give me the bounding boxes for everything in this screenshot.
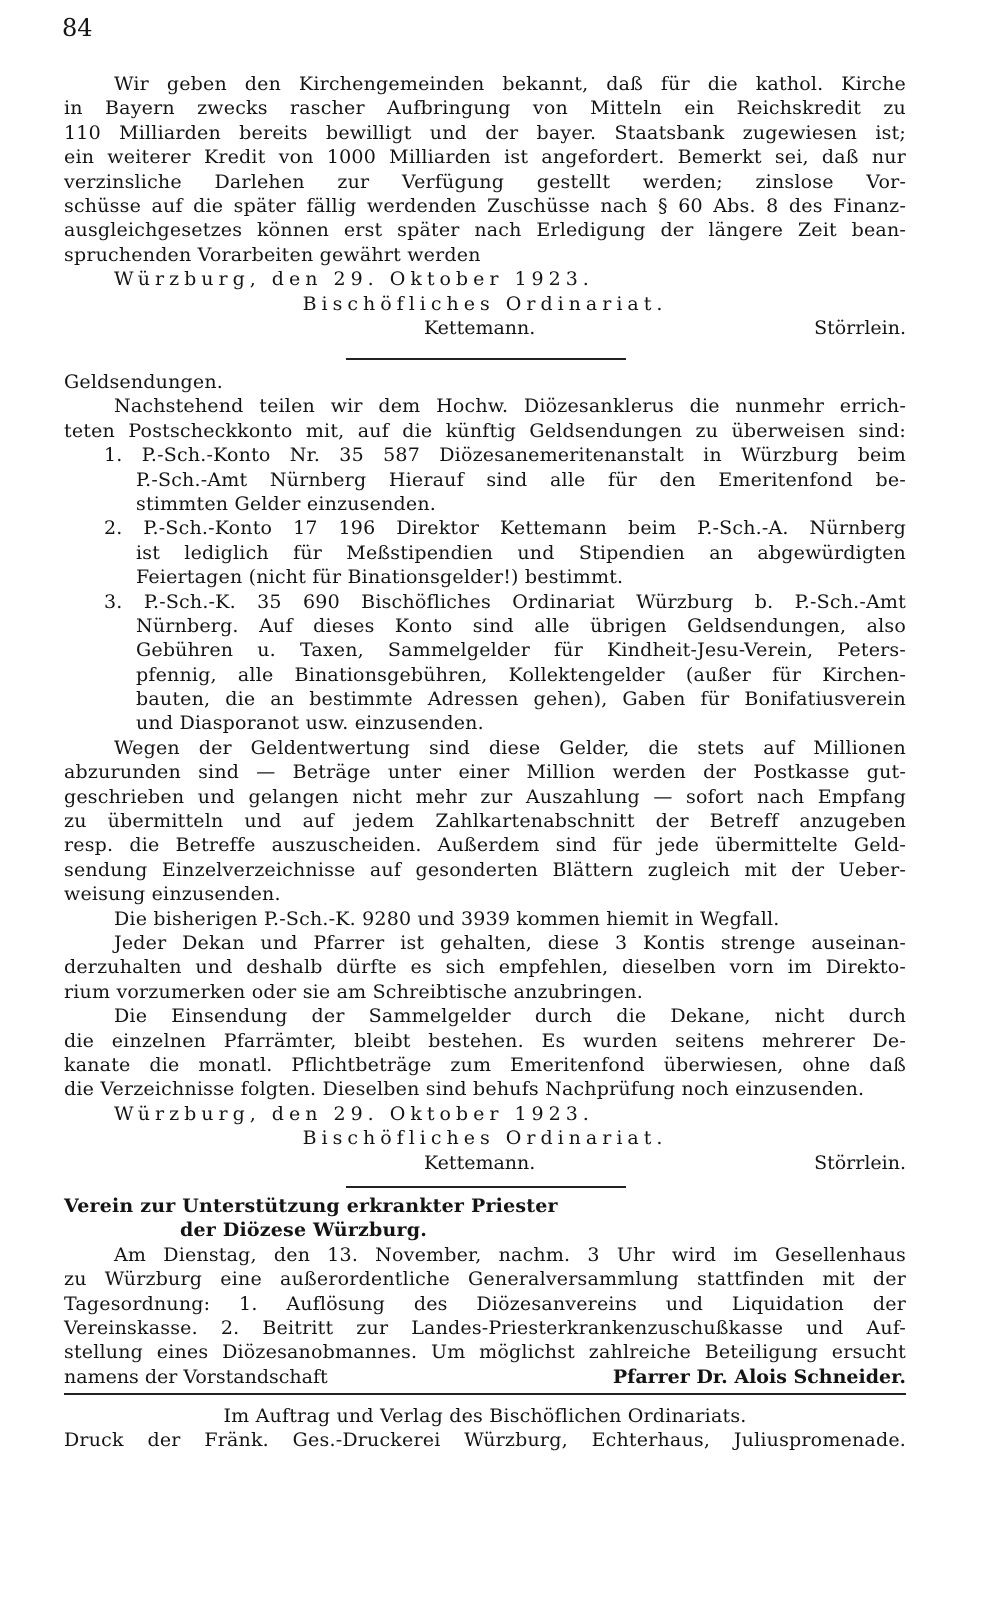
list-item-line: bauten, die an bestimmte Adressen gehen), Gaben für Bonifatiusverein [136, 688, 906, 711]
footer-publisher: Im Auftrag und Verlag des Bischöflichen Ordinariats. [223, 1405, 747, 1427]
section-heading-line2: der Diözese Würzburg. [180, 1219, 428, 1242]
paragraph-line: zu übermitteln und auf jedem Zahlkartenabschnitt der Betreff anzugeben [64, 810, 906, 833]
footer-printer: Druck der Fränk. Ges.-Druckerei Würzburg, Echterhaus, Juliuspromenade. [64, 1429, 906, 1452]
list-item: 2. P.-Sch.-Konto 17 196 Direktor Kettemann beim P.-Sch.-A. Nürnberg [104, 517, 906, 540]
paragraph-line: schüsse auf die später fällig werdenden Zuschüsse nach § 60 Abs. 8 des Finanz- [64, 194, 906, 217]
list-item: 3. P.-Sch.-K. 35 690 Bischöfliches Ordinariat Würzburg b. P.-Sch.-Amt [104, 590, 906, 613]
paragraph-line: geschrieben und gelangen nicht mehr zur Auszahlung — sofort nach Empfang [64, 785, 906, 808]
section-geldsendungen [64, 370, 906, 1175]
page-number: 84 [62, 14, 93, 42]
section-heading: Geldsendungen. [64, 371, 224, 393]
signer-kettemann: Kettemann. [424, 316, 536, 339]
paragraph-line: in Bayern zwecks rascher Aufbringung von Mitteln ein Reichskredit zu [64, 97, 906, 120]
closing-text: namens der Vorstandschaft [64, 1365, 328, 1388]
paragraph-line: Die Einsendung der Sammelgelder durch die Dekane, nicht durch [114, 1005, 906, 1028]
paragraph-line: 110 Milliarden bereits bewilligt und der bayer. Staatsbank zugewiesen ist; [64, 121, 906, 144]
signer-stoerrlein: Störrlein. [814, 316, 906, 339]
paragraph-line: Tagesordnung: 1. Auflösung des Diözesanvereins und Liquidation der [64, 1292, 906, 1315]
ordinariat-signature: Bischöfliches Ordinariat. [302, 1127, 668, 1150]
paragraph-line: die einzelnen Pfarrämter, bleibt bestehen. Es wurden seitens mehrerer De- [64, 1029, 906, 1052]
paragraph-line: derzuhalten und deshalb dürfte es sich empfehlen, dieselben vorn im Direkto- [64, 956, 906, 979]
paragraph-line: ein weiterer Kredit von 1000 Milliarden ist angefordert. Bemerkt sei, daß nur [64, 146, 906, 169]
section-reichskredit [64, 72, 906, 340]
paragraph-line: kanate die monatl. Pflichtbeträge zum Emeritenfond überwiesen, ohne daß [64, 1053, 906, 1076]
paragraph-line: Am Dienstag, den 13. November, nachm. 3 Uhr wird im Gesellenhaus [114, 1243, 906, 1266]
list-item-line: Gebühren u. Taxen, Sammelgelder für Kindheit-Jesu-Verein, Peters- [136, 639, 906, 662]
dateline: Würzburg, den 29. Oktober 1923. [114, 268, 594, 291]
list-item-line: P.-Sch.-Amt Nürnberg Hierauf sind alle für den Emeritenfond be- [136, 468, 906, 491]
paragraph-line: sendung Einzelverzeichnisse auf gesonderten Blättern zugleich mit der Ueber- [64, 858, 906, 881]
signers-row [64, 1151, 906, 1175]
signers-row [64, 316, 906, 340]
paragraph-line: Nachstehend teilen wir dem Hochw. Diözesanklerus die nunmehr errich- [114, 395, 906, 418]
paragraph-line: spruchenden Vorarbeiten gewährt werden [64, 243, 481, 266]
paragraph-line: Die bisherigen P.-Sch.-K. 9280 und 3939 kommen hiemit in Wegfall. [114, 907, 780, 930]
divider [346, 1186, 626, 1188]
paragraph-line: zu Würzburg eine außerordentliche Generalversammlung stattfinden mit der [64, 1268, 906, 1291]
section-verein [64, 1194, 906, 1389]
list-item-line: Nürnberg. Auf dieses Konto sind alle übrigen Geldsendungen, also [136, 614, 906, 637]
paragraph-line: resp. die Betreffe auszuscheiden. Außerdem sind für jede übermittelte Geld- [64, 834, 906, 857]
paragraph-line: verzinsliche Darlehen zur Verfügung gestellt werden; zinslose Vor- [64, 170, 906, 193]
paragraph-line: Vereinskasse. 2. Beitritt zur Landes-Priesterkrankenzuschußkasse und Auf- [64, 1316, 906, 1339]
list-item-line: ist lediglich für Meßstipendien und Stipendien an abgewürdigten [136, 541, 906, 564]
list-item: 1. P.-Sch.-Konto Nr. 35 587 Diözesanemeritenanstalt in Würzburg beim [104, 444, 906, 467]
list-item-line: und Diasporanot usw. einzusenden. [136, 712, 484, 735]
dateline: Würzburg, den 29. Oktober 1923. [114, 1102, 594, 1125]
paragraph-line: die Verzeichnisse folgten. Dieselben sind behufs Nachprüfung noch einzusenden. [64, 1078, 865, 1101]
paragraph-line: teten Postscheckkonto mit, auf die künftig Geldsendungen zu überweisen sind: [64, 419, 906, 442]
paragraph-line: Wir geben den Kirchengemeinden bekannt, daß für die kathol. Kirche [114, 73, 906, 95]
footer-divider [64, 1393, 906, 1395]
signer-stoerrlein: Störrlein. [814, 1151, 906, 1174]
divider [346, 358, 626, 360]
section-heading: Verein zur Unterstützung erkrankter Priester [64, 1195, 558, 1217]
list-item-line: stimmten Gelder einzusenden. [136, 492, 436, 515]
ordinariat-signature: Bischöfliches Ordinariat. [302, 292, 668, 315]
paragraph-line: Jeder Dekan und Pfarrer ist gehalten, diese 3 Kontis strenge auseinan- [114, 931, 906, 954]
list-item-line: pfennig, alle Binationsgebühren, Kollektengelder (außer für Kirchen- [136, 663, 906, 686]
paragraph-line: rium vorzumerken oder sie am Schreibtische anzubringen. [64, 980, 643, 1003]
paragraph-line: abzurunden sind — Beträge unter einer Million werden der Postkasse gut- [64, 761, 906, 784]
list-item-line: Feiertagen (nicht für Binationsgelder!) bestimmt. [136, 566, 624, 589]
footer [64, 1404, 906, 1453]
paragraph-line: ausgleichgesetzes können erst später nach Erledigung der längere Zeit bean- [64, 219, 906, 242]
closing-row [64, 1365, 906, 1389]
paragraph-line: Wegen der Geldentwertung sind diese Gelder, die stets auf Millionen [114, 736, 906, 759]
signer-schneider: Pfarrer Dr. Alois Schneider. [612, 1365, 906, 1388]
paragraph-line: weisung einzusenden. [64, 883, 281, 906]
paragraph-line: stellung eines Diözesanobmannes. Um möglichst zahlreiche Beteiligung ersucht [64, 1341, 906, 1364]
signer-kettemann: Kettemann. [424, 1151, 536, 1174]
